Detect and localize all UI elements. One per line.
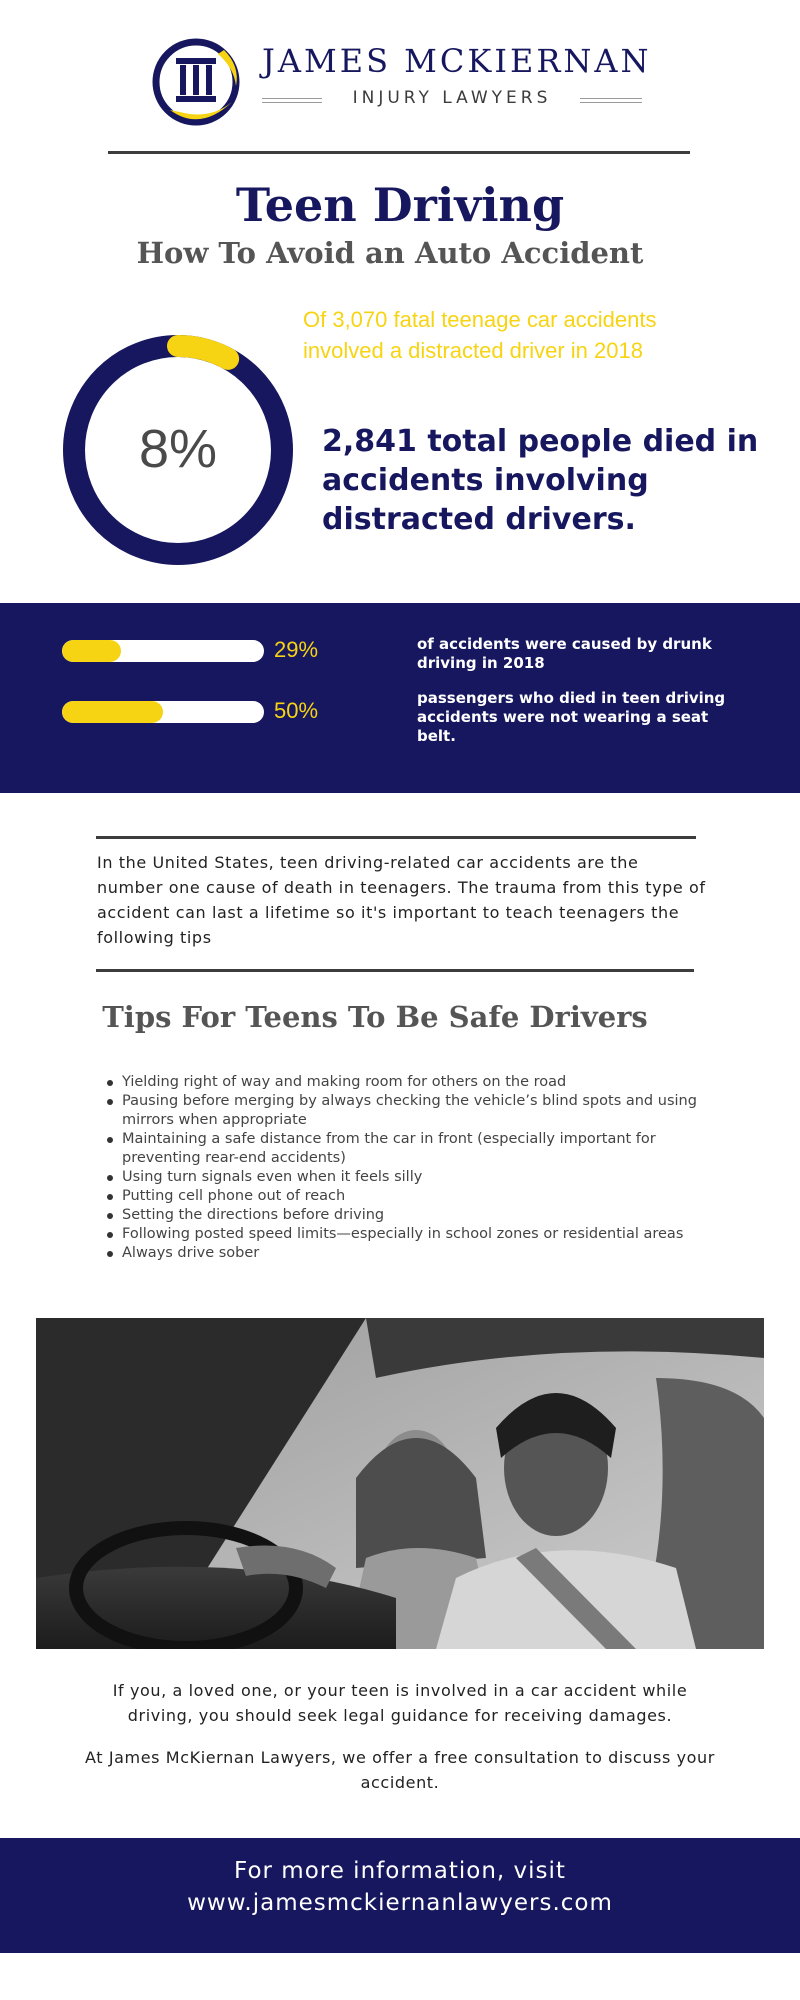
brand-name: JAMES MCKIERNAN	[262, 42, 652, 80]
logo-divider-right	[580, 98, 642, 99]
list-item: Always drive sober	[122, 1244, 712, 1263]
list-item: Following posted speed limits—especially in school zones or residential areas	[122, 1225, 712, 1244]
seat-belt-bar	[62, 701, 264, 723]
brand-subtitle: INJURY LAWYERS	[352, 88, 552, 108]
donut-value-arc	[178, 346, 228, 359]
seat-belt-text: passengers who died in teen driving accidents were not wearing a seat belt.	[417, 689, 726, 745]
footer-website-link[interactable]: www.jamesmckiernanlawyers.com	[187, 1890, 613, 1916]
seat-belt-percent: 50%	[274, 698, 319, 723]
pillar-column-icon	[150, 32, 250, 132]
footer-text: For more information, visit	[234, 1858, 566, 1884]
tips-heading: Tips For Teens To Be Safe Drivers	[102, 1000, 648, 1034]
logo-divider-right-2	[580, 102, 642, 103]
footer-banner	[0, 1838, 800, 1953]
seat-belt-bar-fill	[62, 701, 163, 723]
drunk-driving-bar-fill	[62, 640, 121, 662]
stats-band	[0, 603, 800, 793]
drunk-driving-bar	[62, 640, 264, 662]
page-title: Teen Driving	[235, 178, 565, 232]
list-item: Maintaining a safe distance from the car in front (especially important for preventing rear-end accidents)	[122, 1130, 712, 1168]
drunk-driving-text: of accidents were caused by drunk driving in 2018	[417, 635, 712, 672]
closing-paragraph-1: If you, a loved one, or your teen is involved in a car accident while driving, you should seek legal guidance for receiving damages.	[112, 1681, 688, 1725]
closing-paragraph-2: At James McKiernan Lawyers, we offer a free consultation to discuss your accident.	[85, 1748, 715, 1792]
teen-driver-photo	[36, 1318, 764, 1649]
tips-list	[122, 1073, 712, 1263]
page-subtitle: How To Avoid an Auto Accident	[136, 236, 644, 270]
fatal-accidents-stat: Of 3,070 fatal teenage car accidents involved a distracted driver in 2018	[303, 307, 657, 363]
intro-divider-top	[96, 836, 696, 839]
list-item: Using turn signals even when it feels silly	[122, 1168, 712, 1187]
intro-paragraph: In the United States, teen driving-related car accidents are the number one cause of death in teenagers. The trauma from this type of accident can last a lifetime so it's important to teach teenagers the following tips	[97, 853, 706, 947]
list-item: Pausing before merging by always checking the vehicle’s blind spots and using mirrors when appropriate	[122, 1092, 712, 1130]
list-item: Setting the directions before driving	[122, 1206, 712, 1225]
photo-illustration	[36, 1318, 764, 1649]
list-item: Yielding right of way and making room for others on the road	[122, 1073, 712, 1092]
drunk-driving-percent: 29%	[274, 637, 319, 662]
brand-logo	[150, 32, 650, 132]
total-deaths-stat: 2,841 total people died in accidents involving distracted drivers.	[322, 424, 759, 537]
intro-divider-bottom	[96, 969, 694, 972]
header-divider	[108, 151, 690, 154]
donut-percentage: 8%	[138, 419, 218, 479]
list-item: Putting cell phone out of reach	[122, 1187, 712, 1206]
